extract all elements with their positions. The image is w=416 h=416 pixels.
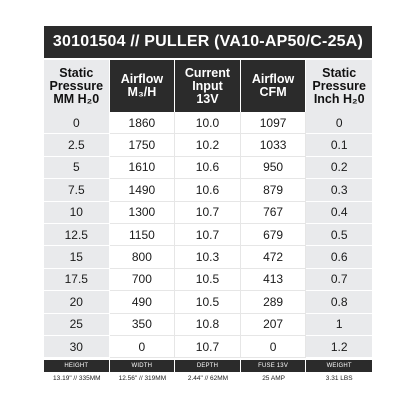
table-cell: 17.5	[44, 269, 110, 291]
spec-label: FUSE 13V	[241, 360, 307, 372]
table-cell: 10.7	[175, 224, 241, 246]
table-cell: 10.7	[175, 202, 241, 224]
table-cell: 1.2	[306, 336, 372, 358]
table-cell: 7.5	[44, 179, 110, 201]
table-cell: 0	[306, 112, 372, 134]
table-cell: 879	[241, 179, 307, 201]
table-cell: 0.5	[306, 224, 372, 246]
table-cell: 1033	[241, 134, 307, 156]
table-row	[44, 112, 372, 134]
table-cell: 950	[241, 157, 307, 179]
table-cell: 10.8	[175, 314, 241, 336]
product-title: 30101504 // PULLER (VA10-AP50/C-25A)	[44, 26, 372, 60]
table-cell: 0	[44, 112, 110, 134]
table-cell: 2.5	[44, 134, 110, 156]
table-cell: 289	[241, 291, 307, 313]
table-cell: 10.2	[175, 134, 241, 156]
table-cell: 0.2	[306, 157, 372, 179]
table-cell: 700	[110, 269, 176, 291]
table-cell: 800	[110, 246, 176, 268]
table-cell: 1300	[110, 202, 176, 224]
spec-value: 12.56" // 319MM	[110, 372, 176, 385]
table-cell: 350	[110, 314, 176, 336]
table-cell: 0.6	[306, 246, 372, 268]
spec-label: HEIGHT	[44, 360, 110, 372]
table-row	[44, 157, 372, 179]
spec-item	[44, 360, 110, 385]
spec-value: 25 AMP	[241, 372, 307, 385]
table-cell: 25	[44, 314, 110, 336]
column-header-airflow-m3h: Airflow M₃/H	[110, 60, 176, 112]
spec-label: WEIGHT	[306, 360, 372, 372]
table-row	[44, 314, 372, 336]
table-cell: 0.1	[306, 134, 372, 156]
table-row	[44, 269, 372, 291]
table-cell: 12.5	[44, 224, 110, 246]
table-cell: 0	[110, 336, 176, 358]
table-row	[44, 336, 372, 358]
spec-value: 3.31 LBS	[306, 372, 372, 385]
spec-item	[306, 360, 372, 385]
spec-value: 2.44" // 62MM	[175, 372, 241, 385]
table-cell: 10.7	[175, 336, 241, 358]
spec-item	[241, 360, 307, 385]
table-cell: 5	[44, 157, 110, 179]
table-cell: 0	[241, 336, 307, 358]
table-cell: 1097	[241, 112, 307, 134]
table-row	[44, 246, 372, 268]
spec-item	[110, 360, 176, 385]
table-row	[44, 224, 372, 246]
table-cell: 10.6	[175, 179, 241, 201]
table-cell: 10.5	[175, 291, 241, 313]
table-cell: 15	[44, 246, 110, 268]
table-cell: 1490	[110, 179, 176, 201]
column-header-static-pressure-mm: Static Pressure MM H₂0	[44, 60, 110, 112]
table-cell: 10.5	[175, 269, 241, 291]
table-cell: 10.0	[175, 112, 241, 134]
table-row	[44, 202, 372, 224]
table-cell: 1150	[110, 224, 176, 246]
table-cell: 0.3	[306, 179, 372, 201]
spec-footer	[44, 360, 372, 385]
table-cell: 472	[241, 246, 307, 268]
table-cell: 490	[110, 291, 176, 313]
table-cell: 20	[44, 291, 110, 313]
table-row	[44, 179, 372, 201]
table-cell: 0.4	[306, 202, 372, 224]
table-row	[44, 291, 372, 313]
spec-sheet	[44, 26, 372, 385]
table-row	[44, 134, 372, 156]
table-cell: 1860	[110, 112, 176, 134]
column-header-current-input: Current Input 13V	[175, 60, 241, 112]
table-cell: 1610	[110, 157, 176, 179]
column-header-static-pressure-inch: Static Pressure Inch H₂0	[306, 60, 372, 112]
table-cell: 10.6	[175, 157, 241, 179]
spec-label: DEPTH	[175, 360, 241, 372]
table-cell: 10	[44, 202, 110, 224]
table-cell: 207	[241, 314, 307, 336]
table-body	[44, 112, 372, 358]
table-cell: 0.8	[306, 291, 372, 313]
table-cell: 679	[241, 224, 307, 246]
table-cell: 0.7	[306, 269, 372, 291]
table-cell: 1750	[110, 134, 176, 156]
table-cell: 413	[241, 269, 307, 291]
table-cell: 1	[306, 314, 372, 336]
table-cell: 30	[44, 336, 110, 358]
spec-item	[175, 360, 241, 385]
table-cell: 767	[241, 202, 307, 224]
table-cell: 10.3	[175, 246, 241, 268]
column-header-airflow-cfm: Airflow CFM	[241, 60, 307, 112]
spec-value: 13.19" // 335MM	[44, 372, 110, 385]
table-header	[44, 60, 372, 112]
spec-label: WIDTH	[110, 360, 176, 372]
